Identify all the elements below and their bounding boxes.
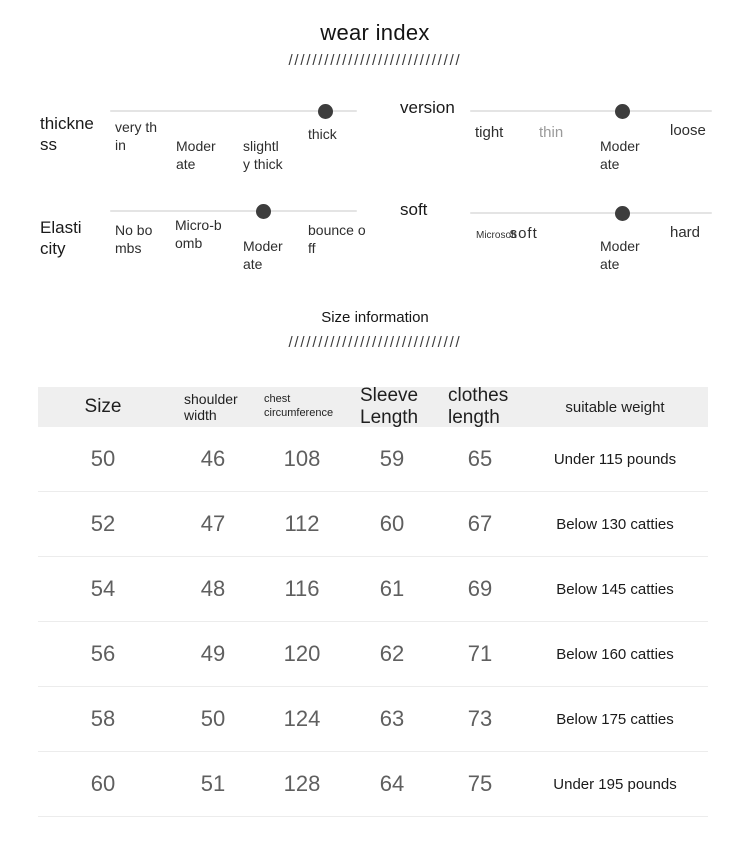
cell-shoulder: 46 — [200, 446, 226, 471]
cell-size: 58 — [90, 706, 116, 731]
slider-soft — [400, 201, 712, 283]
cell-shoulder: 49 — [200, 641, 226, 666]
header-clothes-length: clothes length — [448, 385, 509, 428]
slider-thickness-dot[interactable] — [318, 104, 333, 119]
cell-weight: Under 195 pounds — [553, 775, 677, 793]
size-information-divider: ///////////////////////////// — [288, 334, 462, 351]
size-table-header — [38, 387, 708, 427]
cell-sleeve: 61 — [379, 576, 405, 601]
slider-elasticity-option-moderate: Moderate — [243, 238, 283, 272]
header-chest-circumference: chest circumference — [264, 393, 334, 419]
slider-version-option-tight: tight — [475, 124, 504, 141]
slider-track-line — [110, 210, 357, 212]
header-shoulder-width: shoulder width — [184, 390, 238, 423]
slider-elasticity-option-micro-bomb: Micro-bomb — [175, 217, 222, 251]
cell-chest: 116 — [284, 576, 320, 601]
slider-track-line — [470, 110, 712, 112]
slider-elasticity-label: Elasticity — [40, 218, 82, 259]
slider-version — [400, 97, 712, 179]
cell-shoulder: 51 — [200, 771, 226, 796]
table-row — [38, 752, 708, 817]
slider-elasticity-option-bounce-off: bounce off — [308, 222, 366, 256]
table-row — [38, 687, 708, 752]
table-row — [38, 427, 708, 492]
cell-weight: Below 160 catties — [556, 645, 674, 663]
cell-sleeve: 62 — [379, 641, 405, 666]
table-row — [38, 557, 708, 622]
header-size: Size — [84, 396, 122, 417]
header-suitable-weight: suitable weight — [565, 398, 665, 416]
cell-clothes: 69 — [467, 576, 493, 601]
slider-soft-option-soft-text: soft — [509, 225, 538, 242]
slider-version-option-loose: loose — [670, 122, 706, 139]
cell-clothes: 71 — [467, 641, 493, 666]
cell-chest: 112 — [284, 511, 320, 536]
slider-soft-option-hard: hard — [670, 224, 701, 241]
cell-size: 54 — [90, 576, 116, 601]
size-information-title: Size information — [321, 309, 429, 326]
slider-thickness — [40, 97, 357, 179]
cell-sleeve: 59 — [379, 446, 405, 471]
slider-elasticity-track — [110, 201, 366, 283]
cell-weight: Below 175 catties — [556, 710, 674, 728]
slider-soft-dot[interactable] — [615, 206, 630, 221]
wear-index-divider: ///////////////////////////// — [288, 52, 462, 69]
table-row — [38, 622, 708, 687]
cell-clothes: 75 — [467, 771, 493, 796]
slider-thickness-track — [110, 97, 357, 179]
cell-size: 50 — [90, 446, 116, 471]
slider-thickness-option-very-thin: very thin — [115, 119, 158, 153]
slider-soft-option-soft — [476, 225, 538, 244]
cell-chest: 128 — [283, 771, 321, 796]
slider-soft-option-moderate: Moderate — [600, 238, 640, 272]
cell-shoulder: 48 — [200, 576, 226, 601]
slider-track-line — [470, 212, 712, 214]
slider-thickness-option-moderate: Moderate — [176, 138, 216, 172]
slider-soft-label: soft — [400, 200, 428, 219]
slider-soft-option-microsoft-text: Microsoft — [476, 230, 517, 241]
slider-thickness-option-slightly-thick: slightly thick — [243, 138, 283, 172]
size-table — [38, 387, 708, 817]
cell-chest: 108 — [283, 446, 321, 471]
cell-sleeve: 64 — [379, 771, 405, 796]
wear-index-title: wear index — [320, 20, 430, 45]
slider-version-label: version — [400, 98, 455, 117]
slider-soft-track — [470, 201, 712, 283]
cell-shoulder: 50 — [200, 706, 226, 731]
cell-chest: 124 — [283, 706, 321, 731]
slider-version-option-moderate: Moderate — [600, 138, 640, 172]
cell-size: 60 — [90, 771, 116, 796]
cell-sleeve: 60 — [379, 511, 405, 536]
cell-clothes: 67 — [467, 511, 493, 536]
cell-shoulder: 47 — [200, 511, 226, 536]
slider-version-track — [470, 97, 712, 179]
cell-weight: Under 115 pounds — [553, 450, 677, 468]
table-row — [38, 492, 708, 557]
cell-sleeve: 63 — [379, 706, 405, 731]
header-sleeve-length: Sleeve Length — [360, 385, 419, 428]
slider-elasticity — [40, 201, 366, 283]
cell-clothes: 65 — [467, 446, 493, 471]
slider-version-dot[interactable] — [615, 104, 630, 119]
slider-elasticity-option-no-bombs: No bombs — [115, 222, 153, 256]
cell-chest: 120 — [283, 641, 321, 666]
cell-size: 52 — [90, 511, 116, 536]
cell-size: 56 — [90, 641, 116, 666]
slider-version-option-thin: thin — [539, 124, 564, 141]
wear-index-sliders — [40, 97, 750, 283]
cell-weight: Below 130 catties — [556, 515, 674, 533]
cell-weight: Below 145 catties — [556, 580, 674, 598]
slider-elasticity-dot[interactable] — [256, 204, 271, 219]
cell-clothes: 73 — [467, 706, 493, 731]
slider-thickness-option-thick: thick — [308, 126, 337, 142]
slider-thickness-label: thickness — [40, 114, 94, 155]
